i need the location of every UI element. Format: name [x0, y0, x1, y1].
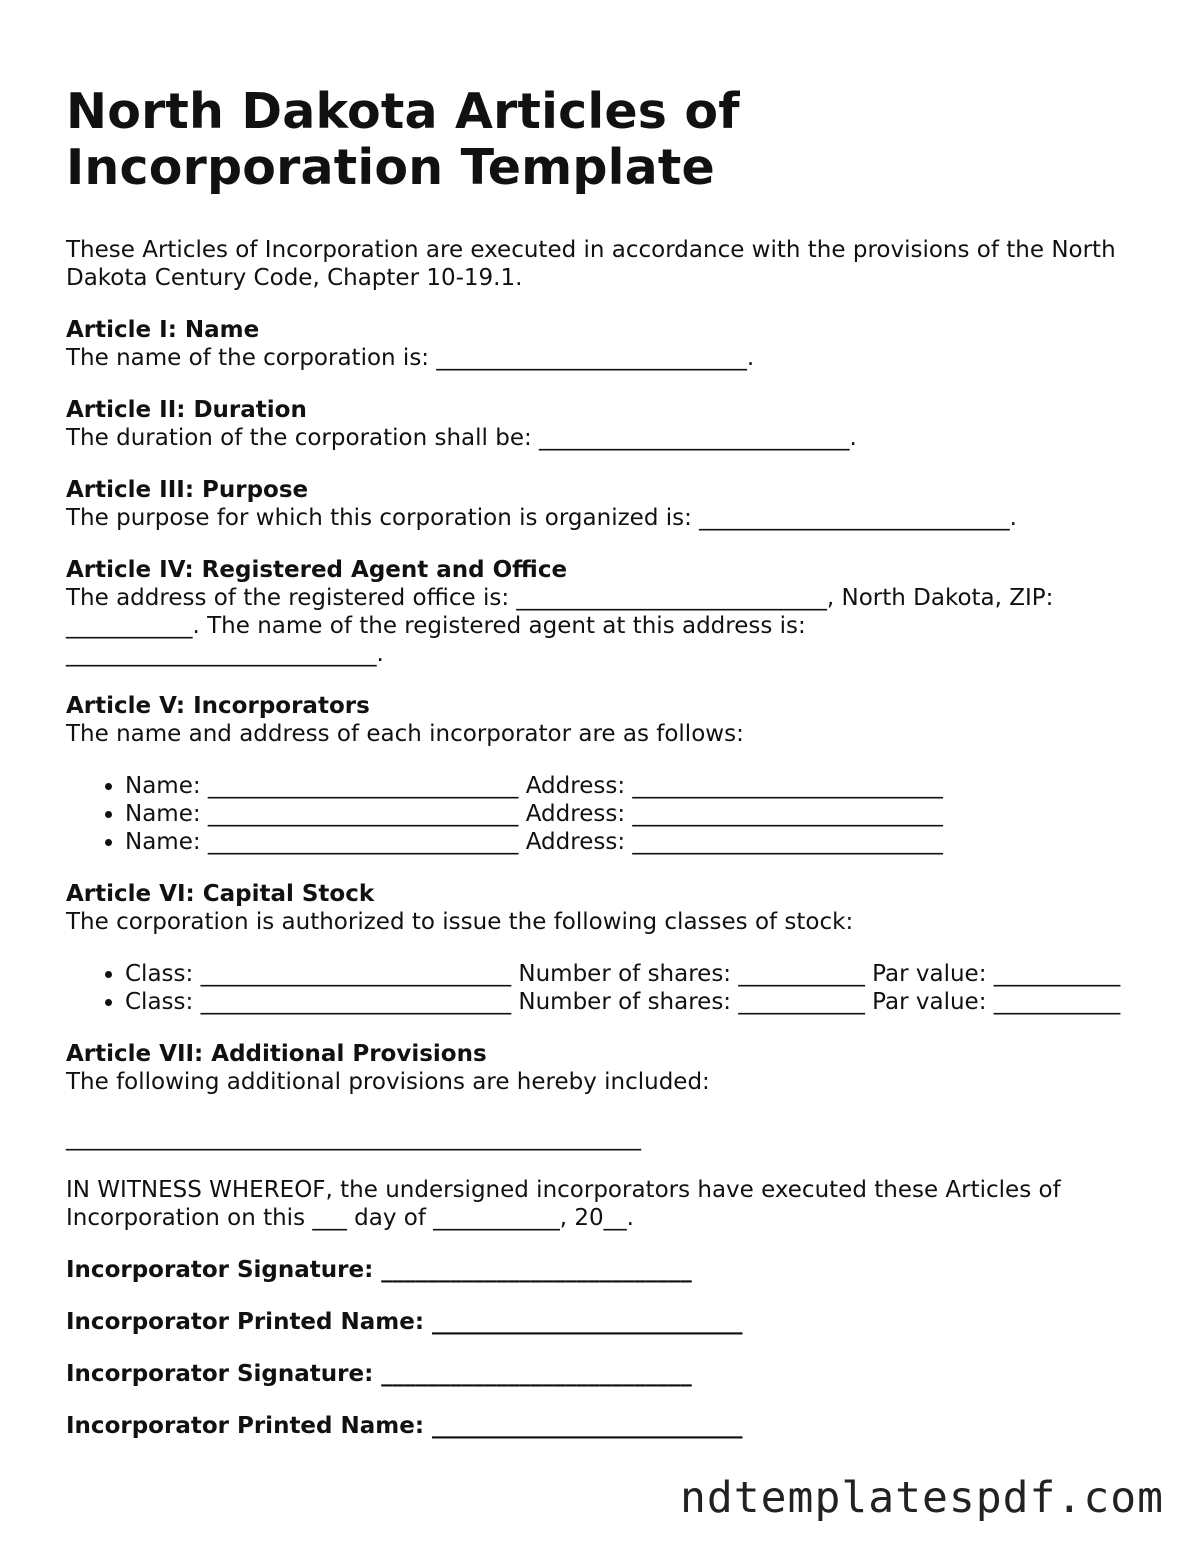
list-item: • Class: ___________________________ Number of shares: ___________ Par value: ___________: [125, 960, 1126, 988]
incorporators-list: [66, 772, 1126, 856]
article-body: The name and address of each incorporator are as follows:: [66, 721, 744, 747]
article-body: The purpose for which this corporation is organized is: ___________________________.: [66, 505, 1017, 531]
article-heading: Article VII: Additional Provisions: [66, 1041, 487, 1067]
provisions-blank-line: __________________________________________________: [66, 1125, 641, 1151]
list-item: • Class: ___________________________ Number of shares: ___________ Par value: ___________: [125, 988, 1126, 1016]
incorporator-printed-name-line: Incorporator Printed Name: ___________________________: [66, 1413, 743, 1439]
incorporator-signature-line: Incorporator Signature: ___________________________: [66, 1361, 692, 1387]
article-body: The following additional provisions are hereby included:: [66, 1069, 710, 1095]
document-title: North Dakota Articles of Incorporation Template: [66, 83, 740, 196]
article-additional-provisions: [66, 1040, 1126, 1152]
article-heading: Article IV: Registered Agent and Office: [66, 557, 568, 583]
incorporator-printed-name-line: Incorporator Printed Name: ___________________________: [66, 1309, 743, 1335]
article-heading: Article V: Incorporators: [66, 693, 370, 719]
witness-paragraph: IN WITNESS WHEREOF, the undersigned incorporators have executed these Articles of Incorporation on this ___ day of ___________, 20__.: [66, 1177, 1061, 1231]
article-heading: Article II: Duration: [66, 397, 307, 423]
intro-paragraph: These Articles of Incorporation are executed in accordance with the provisions of the North Dakota Century Code, Chapter 10-19.1.: [66, 237, 1116, 291]
article-name: [66, 316, 1126, 372]
list-item: • Name: ___________________________ Address: ___________________________: [125, 772, 1126, 800]
article-registered-agent: [66, 556, 1126, 668]
list-item: • Name: ___________________________ Address: ___________________________: [125, 828, 1126, 856]
article-purpose: [66, 476, 1126, 532]
article-heading: Article I: Name: [66, 317, 260, 343]
article-body: The corporation is authorized to issue the following classes of stock:: [66, 909, 854, 935]
article-duration: [66, 396, 1126, 452]
incorporator-signature-line: Incorporator Signature: ___________________________: [66, 1257, 692, 1283]
article-body: The name of the corporation is: ___________________________.: [66, 345, 755, 371]
article-heading: Article III: Purpose: [66, 477, 309, 503]
list-item: • Name: ___________________________ Address: ___________________________: [125, 800, 1126, 828]
article-heading: Article VI: Capital Stock: [66, 881, 375, 907]
article-body: The duration of the corporation shall be: ___________________________.: [66, 425, 857, 451]
stock-classes-list: [66, 960, 1126, 1016]
site-watermark: ndtemplatespdf.com: [680, 1473, 1164, 1523]
article-capital-stock: [66, 880, 1126, 1016]
document-page: [66, 84, 1126, 1464]
article-incorporators: [66, 692, 1126, 856]
article-body: The address of the registered office is: ___________________________, North Dakota, ZIP: ___________. The name of the registered agent at this address is: ___________________________.: [66, 585, 1054, 667]
